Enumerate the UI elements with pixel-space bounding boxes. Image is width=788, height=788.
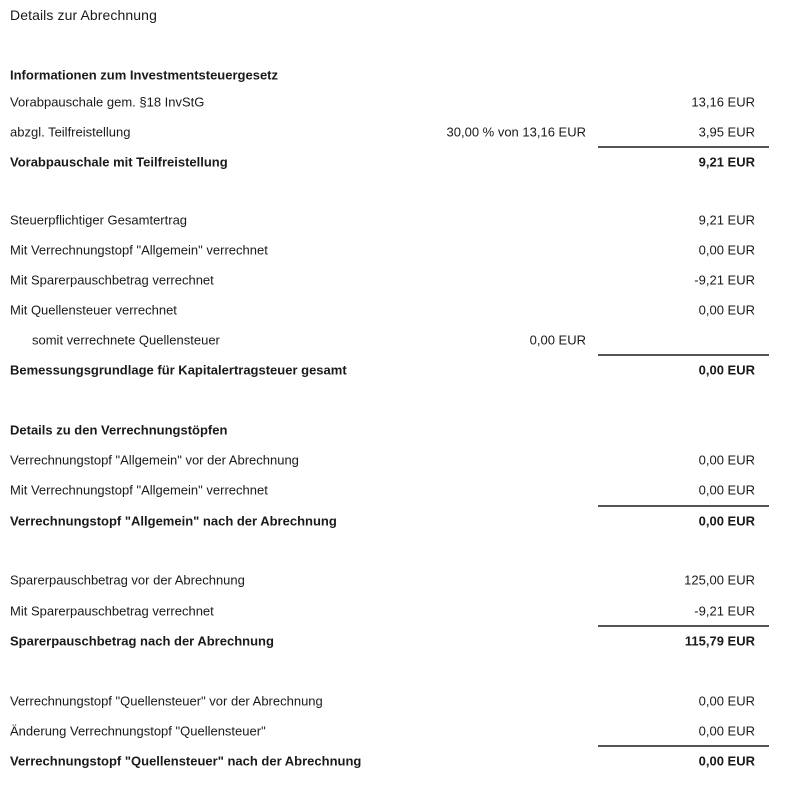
- row-label: Verrechnungstopf "Quellensteuer" nach der Abrechnung: [10, 753, 362, 769]
- row-sparer-vor: [0, 565, 788, 595]
- row-amount: 0,00 EUR: [698, 302, 755, 318]
- row-amount: 125,00 EUR: [684, 572, 755, 588]
- page-title: Details zur Abrechnung: [10, 7, 157, 23]
- row-amount: 0,00 EUR: [698, 362, 755, 378]
- row-amount: 13,16 EUR: [691, 94, 755, 110]
- row-label: somit verrechnete Quellensteuer: [32, 332, 220, 348]
- row-quellensteuer-aenderung: [0, 716, 788, 746]
- row-label: Änderung Verrechnungstopf "Quellensteuer": [10, 723, 266, 739]
- row-amount: 0,00 EUR: [698, 242, 755, 258]
- row-quellensteuer-nach: [0, 746, 788, 776]
- row-amount: 0,00 EUR: [698, 452, 755, 468]
- row-label: Sparerpauschbetrag nach der Abrechnung: [10, 633, 274, 649]
- row-gesamtertrag: [0, 205, 788, 235]
- row-allgemein-vor: [0, 445, 788, 475]
- row-amount: -9,21 EUR: [694, 603, 755, 619]
- row-amount: 0,00 EUR: [698, 693, 755, 709]
- section-heading-label: Details zu den Verrechnungstöpfen: [10, 422, 228, 438]
- row-label: abzgl. Teilfreistellung: [10, 124, 131, 140]
- section-heading-invstg: [0, 60, 788, 90]
- row-allgemein-nach: [0, 506, 788, 536]
- row-label: Mit Sparerpauschbetrag verrechnet: [10, 603, 214, 619]
- row-amount: 9,21 EUR: [698, 154, 755, 170]
- row-label: Verrechnungstopf "Allgemein" vor der Abrechnung: [10, 452, 299, 468]
- row-label: Verrechnungstopf "Quellensteuer" vor der Abrechnung: [10, 693, 323, 709]
- row-quellensteuer-vor: [0, 686, 788, 716]
- row-amount: 0,00 EUR: [698, 753, 755, 769]
- row-amount: 115,79 EUR: [684, 633, 755, 649]
- row-label: Vorabpauschale mit Teilfreistellung: [10, 154, 228, 170]
- row-label: Sparerpauschbetrag vor der Abrechnung: [10, 572, 245, 588]
- row-amount: 3,95 EUR: [698, 124, 755, 140]
- row-detail: 0,00 EUR: [529, 332, 586, 348]
- row-amount: -9,21 EUR: [694, 272, 755, 288]
- row-label: Vorabpauschale gem. §18 InvStG: [10, 94, 205, 110]
- row-label: Verrechnungstopf "Allgemein" nach der Abrechnung: [10, 513, 337, 529]
- row-amount: 0,00 EUR: [698, 482, 755, 498]
- row-detail: 30,00 % von 13,16 EUR: [446, 124, 586, 140]
- row-label: Mit Verrechnungstopf "Allgemein" verrechnet: [10, 482, 268, 498]
- row-amount: 0,00 EUR: [698, 513, 755, 529]
- row-amount: 0,00 EUR: [698, 723, 755, 739]
- row-bemessungsgrundlage: [0, 355, 788, 385]
- section-heading-label: Informationen zum Investmentsteuergesetz: [10, 67, 278, 83]
- row-sparer-nach: [0, 626, 788, 656]
- row-sparer-verrechnet: [0, 265, 788, 295]
- row-quellensteuer-verrechnet: [0, 295, 788, 325]
- row-sparer-verrechnet-topf: [0, 596, 788, 626]
- row-teilfreistellung: [0, 117, 788, 147]
- row-verrechnete-quellensteuer: [0, 325, 788, 355]
- section-heading-toepfe: [0, 415, 788, 445]
- row-label: Steuerpflichtiger Gesamtertrag: [10, 212, 188, 228]
- row-vorabpauschale: [0, 87, 788, 117]
- row-label: Mit Sparerpauschbetrag verrechnet: [10, 272, 214, 288]
- row-allgemein-verrechnet: [0, 235, 788, 265]
- row-label: Mit Verrechnungstopf "Allgemein" verrechnet: [10, 242, 268, 258]
- row-label: Bemessungsgrundlage für Kapitalertragsteuer gesamt: [10, 362, 347, 378]
- row-amount: 9,21 EUR: [698, 212, 755, 228]
- row-label: Mit Quellensteuer verrechnet: [10, 302, 177, 318]
- row-allgemein-verrechnet-topf: [0, 475, 788, 505]
- row-vorabpauschale-result: [0, 147, 788, 177]
